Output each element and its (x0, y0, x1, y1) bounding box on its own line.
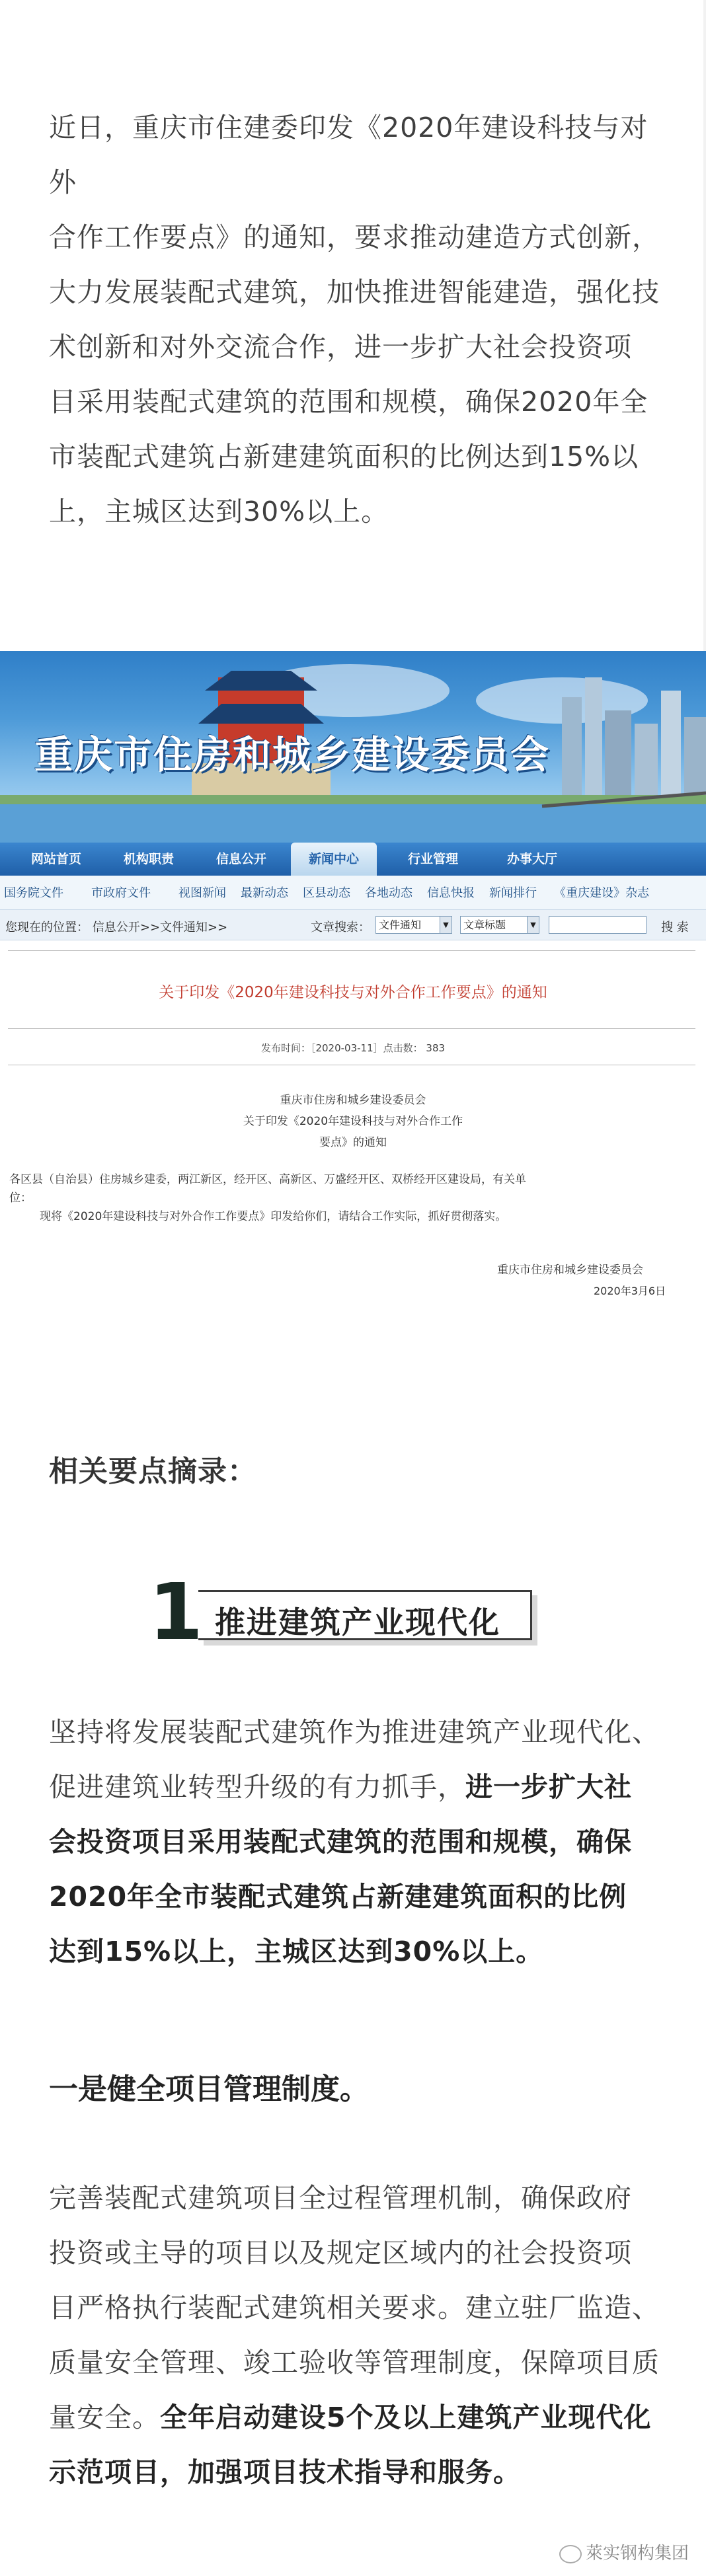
search-input[interactable] (549, 916, 647, 934)
chevron-down-icon: ▼ (440, 917, 451, 933)
section1-paragraph (49, 1705, 664, 1979)
publish-meta: 发布时间：［2020-03-11］点击数： 383 (260, 1042, 446, 1054)
watermark-text: 萊实钢构集团 (585, 2544, 689, 2563)
para-line (49, 1924, 664, 1979)
watermark (559, 2540, 689, 2564)
breadcrumb-label: 您现在的位置： (5, 921, 89, 934)
intro-line: 大力发展装配式建筑，加快推进智能建造，强化技 (49, 276, 660, 308)
intro-line: 近日，重庆市住建委印发《2020年建设科技与对外 (49, 112, 648, 198)
chevron-down-icon: ▼ (527, 917, 539, 933)
para-bold-text: 达到15%以上，主城区达到30%以上。 (49, 1936, 544, 1967)
section-heading-1 (149, 1566, 549, 1657)
location-bar (0, 910, 706, 940)
search-button[interactable]: 搜 索 (661, 921, 689, 934)
site-title: 重庆市住房和城乡建设委员会 (34, 732, 551, 777)
site-sub-nav (0, 876, 706, 910)
nav-item-duties[interactable]: 机构职责 (123, 852, 174, 866)
site-main-nav (0, 843, 706, 876)
search-scope-value: 文件通知 (379, 919, 422, 931)
site-banner (0, 651, 706, 843)
subnav-item[interactable]: 视图新闻 (178, 886, 226, 900)
para-line (49, 1760, 664, 1815)
subnav-item[interactable]: 各地动态 (365, 886, 412, 900)
breadcrumb-path[interactable]: 信息公开>>文件通知>> (92, 921, 228, 934)
intro-line: 目采用装配式建筑的范围和规模，确保2020年全 (49, 386, 648, 418)
issuer-line: 重庆市住房和城乡建设委员会 (280, 1094, 426, 1107)
para-line (49, 1870, 664, 1924)
para-bold-text: 全年启动建设5个及以上建筑产业现代化 (160, 2402, 652, 2433)
intro-line: 术创新和对外交流合作，进一步扩大社会投资项 (49, 331, 632, 363)
subheading-project-management: 一是健全项目管理制度。 (49, 2072, 369, 2106)
para-line: 完善装配式建筑项目全过程管理机制，确保政府 (49, 2182, 632, 2214)
para-line: 质量安全管理、竣工验收等管理制度，保障项目质 (49, 2347, 660, 2378)
nav-item-home[interactable]: 网站首页 (30, 852, 81, 866)
para-line: 坚持将发展装配式建筑作为推进建筑产业现代化、 (49, 1716, 660, 1748)
website-screenshot (0, 651, 706, 1351)
divider (8, 1028, 695, 1029)
nav-item-news[interactable]: 新闻中心 (291, 843, 377, 876)
subnav-item[interactable]: 最新动态 (241, 886, 288, 900)
subnav-item[interactable]: 区县动态 (303, 886, 350, 900)
recipients-line: 位： (9, 1192, 32, 1205)
nav-item-industry[interactable]: 行业管理 (407, 852, 458, 866)
subnav-item[interactable]: 国务院文件 (4, 886, 63, 900)
subnav-item[interactable]: 信息快报 (427, 886, 475, 900)
search-scope-select[interactable] (375, 916, 452, 934)
para-bold-text: 会投资项目采用装配式建筑的范围和规模，确保 (49, 1826, 632, 1858)
heading-frame (198, 1590, 532, 1640)
section-number: 1 (149, 1566, 204, 1657)
divider (8, 950, 695, 951)
para-line: 投资或主导的项目以及规定区域内的社会投资项 (49, 2237, 632, 2269)
para-line (49, 1815, 664, 1870)
page-edge (703, 0, 706, 651)
breadcrumb (5, 918, 227, 935)
nav-item-services[interactable]: 办事大厅 (506, 852, 557, 866)
para-text: 促进建筑业转型升级的有力抓手， (49, 1771, 465, 1803)
para-bold-text: 2020年全市装配式建筑占新建建筑面积的比例 (49, 1881, 627, 1913)
subnav-item[interactable]: 新闻排行 (489, 886, 537, 900)
para-line (49, 2445, 664, 2500)
search-field-value: 文章标题 (463, 919, 506, 931)
section1-paragraph-2 (49, 2171, 664, 2500)
wechat-icon (559, 2545, 582, 2563)
document-title: 关于印发《2020年建设科技与对外合作工作要点》的通知 (159, 984, 547, 1001)
subject-line: 要点》的通知 (319, 1136, 387, 1149)
para-bold-text: 示范项目，加强项目技术指导和服务。 (49, 2456, 521, 2488)
subject-line: 关于印发《2020年建设科技与对外合作工作 (243, 1115, 463, 1128)
recipients-line: 各区县（自治县）住房城乡建委，两江新区，经开区、高新区、万盛经开区、双桥经开区建设局，有关单 (9, 1173, 526, 1186)
body-line: 现将《2020年建设科技与对外合作工作要点》印发给你们，请结合工作实际，抓好贯彻落实。 (40, 1210, 507, 1223)
nav-item-info[interactable]: 信息公开 (216, 852, 266, 866)
intro-paragraph (49, 100, 664, 539)
para-line: 目严格执行装配式建筑相关要求。建立驻厂监造、 (49, 2292, 660, 2324)
subnav-item[interactable]: 市政府文件 (91, 886, 151, 900)
intro-line: 合作工作要点》的通知，要求推动建造方式创新， (49, 221, 660, 253)
subnav-item[interactable]: 《重庆建设》杂志 (554, 886, 649, 900)
document-date: 2020年3月6日 (594, 1285, 666, 1297)
para-text: 量安全。 (49, 2402, 160, 2433)
para-line (49, 2390, 664, 2445)
search-label: 文章搜索： (311, 921, 370, 934)
intro-line: 市装配式建筑占新建建筑面积的比例达到15%以 (49, 441, 639, 473)
intro-line: 上，主城区达到30%以上。 (49, 496, 389, 527)
section-title: 推进建筑产业现代化 (215, 1605, 500, 1640)
signature: 重庆市住房和城乡建设委员会 (497, 1264, 643, 1277)
search-field-select[interactable] (460, 916, 539, 934)
document-panel (0, 940, 706, 1351)
para-bold-text: 进一步扩大社 (465, 1771, 632, 1803)
excerpt-heading: 相关要点摘录： (49, 1455, 257, 1488)
